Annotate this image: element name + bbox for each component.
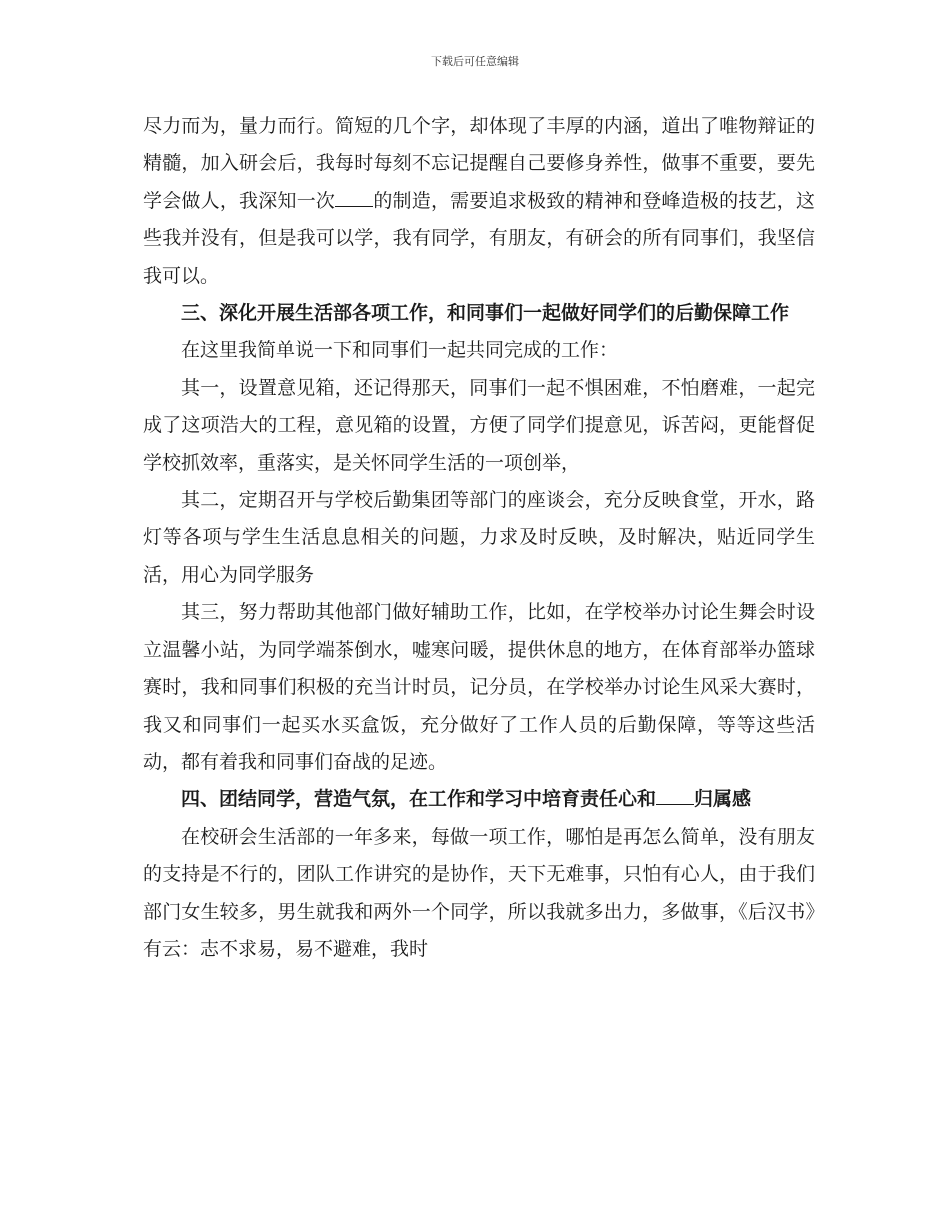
section-heading-3: 三、深化开展生活部各项工作，和同事们一起做好同学们的后勤保障工作 xyxy=(181,302,790,325)
paragraph-5: 其三，努力帮助其他部门做好辅助工作，比如，在学校举办讨论生舞会时设立温馨小站，为同学端茶倒水，嘘寒问暖，提供休息的地方，在体育部举办篮球赛时，我和同事们积极的充当计时员，记分员，在学校举办讨论生风采大赛时，我又和同事们一起买水买盒饭，充分做好了工作人员的后勤保障，等等这些活动，都有着我和同事们奋战的足迹。 xyxy=(143,601,815,773)
paragraph-1-part-b: 的制造，需要追求极致的精神和登峰造极的技艺，这些我并没有，但是我可以学，我有同学，有朋友，有研会的所有同事们，我坚信我可以。 xyxy=(143,189,815,287)
fill-in-blank xyxy=(335,186,373,207)
paragraph-3: 其一，设置意见箱，还记得那天，同事们一起不惧困难，不怕磨难，一起完成了这项浩大的工程，意见箱的设置，方便了同学们提意见，诉苦闷，更能督促学校抓效率，重落实，是关怀同学生活的一项创举， xyxy=(143,376,815,474)
fill-in-blank xyxy=(656,784,694,805)
paragraph-2: 在这里我简单说一下和同事们一起共同完成的工作： xyxy=(181,339,619,362)
paragraph-6: 在校研会生活部的一年多来，每做一项工作，哪怕是再怎么简单，没有朋友的支持是不行的，团队工作讲究的是协作，天下无难事，只怕有心人，由于我们部门女生较多，男生就我和两外一个同学，所以我就多出力，多做事，《后汉书》有云：志不求易，易不避难，我时 xyxy=(143,825,815,960)
paragraph-1-part-a: 尽力而为，量力而行。简短的几个字，却体现了丰厚的内涵，道出了唯物辩证的精髓，加入研会后，我每时每刻不忘记提醒自己要修身养性，做事不重要，要先学会做人，我深知一次 xyxy=(143,115,815,212)
section-heading-4 xyxy=(143,781,815,818)
section-heading-4-part-a: 四、团结同学，营造气氛，在工作和学习中培育责任心和 xyxy=(181,788,657,811)
paragraph-1 xyxy=(143,108,815,295)
paragraph-4: 其二，定期召开与学校后勤集团等部门的座谈会，充分反映食堂，开水，路灯等各项与学生生活息息相关的问题，力求及时反映，及时解决，贴近同学生活，用心为同学服务 xyxy=(143,489,815,586)
document-body xyxy=(143,108,815,968)
section-heading-4-part-b: 归属感 xyxy=(694,788,752,811)
page-header: 下载后可任意编辑 xyxy=(431,55,519,68)
